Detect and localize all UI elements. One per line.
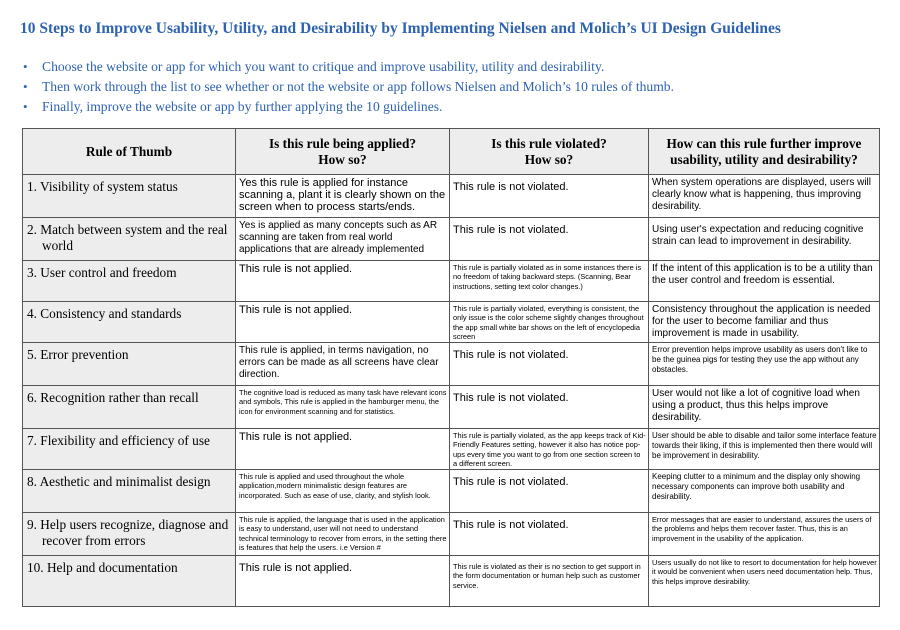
applied-cell: The cognitive load is reduced as many task have relevant icons and symbols, This rule is applied in the hamburger menu, the icon for environment scanning and for statistics. xyxy=(236,386,450,429)
bullet-icon: • xyxy=(23,59,28,74)
rule-text: 7. Flexibility and efficiency of use xyxy=(27,433,210,448)
header-violated xyxy=(450,129,649,175)
rule-text: 1. Visibility of system status xyxy=(27,179,178,194)
violated-cell: This rule is not violated. xyxy=(450,218,649,261)
table-row xyxy=(23,470,880,513)
applied-cell: This rule is not applied. xyxy=(236,261,450,302)
guidelines-table xyxy=(22,128,880,607)
instruction-text: Finally, improve the website or app by further applying the 10 guidelines. xyxy=(42,99,443,114)
rule-cell xyxy=(23,261,236,302)
header-improve-line2: usability, utility and desirability? xyxy=(670,151,858,167)
rule-cell xyxy=(23,218,236,261)
violated-cell: This rule is partially violated, everything is consistent, the only issue is the color scheme slightly changes throughout the app small white bar shows on the left of encyclopedia screen xyxy=(450,302,649,343)
applied-cell: Yes is applied as many concepts such as AR scanning are taken from real world applications that are already implemented xyxy=(236,218,450,261)
rule-text: 2. Match between system and the real world xyxy=(27,222,228,253)
header-improve-line1: How can this rule further improve xyxy=(666,135,862,151)
table-row xyxy=(23,429,880,470)
improve-cell: If the intent of this application is to be a utility than the user control and freedom is essential. xyxy=(649,261,880,302)
rule-text: 8. Aesthetic and minimalist design xyxy=(27,474,211,489)
improve-cell: When system operations are displayed, users will clearly know what is happening, thus improving desirability. xyxy=(649,175,880,218)
applied-cell: This rule is applied and used throughout the whole application,modern minimalistic design features are incorporated. Such as ease of use, clarity, and stylish look. xyxy=(236,470,450,513)
improve-cell: Consistency throughout the application is needed for the user to become familiar and thus improvement is made in usability. xyxy=(649,302,880,343)
applied-cell: This rule is not applied. xyxy=(236,556,450,607)
applied-cell: This rule is not applied. xyxy=(236,429,450,470)
violated-cell: This rule is violated as their is no section to get support in the form documentation or human help such as customer service. xyxy=(450,556,649,607)
violated-cell: This rule is not violated. xyxy=(450,513,649,556)
improve-cell: Keeping clutter to a minimum and the display only showing necessary components can improve both usability and desirability. xyxy=(649,470,880,513)
violated-cell: This rule is not violated. xyxy=(450,470,649,513)
header-improve xyxy=(649,129,880,175)
instruction-item xyxy=(20,59,674,79)
page-title: 10 Steps to Improve Usability, Utility, and Desirability by Implementing Nielsen and Molich’s UI Design Guidelines xyxy=(20,20,781,37)
table-row xyxy=(23,302,880,343)
bullet-icon: • xyxy=(23,79,28,94)
violated-cell: This rule is not violated. xyxy=(450,343,649,386)
rule-text: 4. Consistency and standards xyxy=(27,306,182,321)
rule-text: 9. Help users recognize, diagnose and recover from errors xyxy=(27,517,229,548)
instruction-item xyxy=(20,99,674,119)
applied-cell: This rule is applied, in terms navigation, no errors can be made as all screens have clear direction. xyxy=(236,343,450,386)
applied-cell: This rule is applied, the language that is used in the application is easy to understand, user will not need to understand technical terminology to recover from errors, in the setting there is features that help the users. i.e Version # xyxy=(236,513,450,556)
table-header-row xyxy=(23,129,880,175)
rule-cell xyxy=(23,513,236,556)
improve-cell: Error prevention helps improve usability as users don't like to be the guinea pigs for testing they use the app without any obstacles. xyxy=(649,343,880,386)
applied-cell: This rule is not applied. xyxy=(236,302,450,343)
header-rule-of-thumb xyxy=(23,129,236,175)
violated-cell: This rule is partially violated as in some instances there is no freedom of taking backward steps. (Scanning, Bear instructions, setting text color changes.) xyxy=(450,261,649,302)
violated-cell: This rule is partially violated, as the app keeps track of Kid-Friendly Features setting, however it also has notice pop-ups every time you want to go from one section screen to a different screen. xyxy=(450,429,649,470)
table-row xyxy=(23,175,880,218)
improve-cell: Error messages that are easier to understand, assures the users of the problems and helps them recover faster. Thus, this is an improvement in the usability of the application. xyxy=(649,513,880,556)
header-rule-label: Rule of Thumb xyxy=(85,143,173,159)
rule-text: 5. Error prevention xyxy=(27,347,129,362)
table-row xyxy=(23,513,880,556)
improve-cell: Using user's expectation and reducing cognitive strain can lead to improvement in desirability. xyxy=(649,218,880,261)
rule-cell xyxy=(23,386,236,429)
improve-cell: User should be able to disable and tailor some interface feature towards their liking, if this is implemented then there would will be improvement in desirability. xyxy=(649,429,880,470)
rule-text: 6. Recognition rather than recall xyxy=(27,390,199,405)
improve-cell: Users usually do not like to resort to documentation for help however it would be convenient when users need documentation help. Thus, this helps improve desirability. xyxy=(649,556,880,607)
rule-cell xyxy=(23,302,236,343)
rule-text: 10. Help and documentation xyxy=(27,560,178,575)
instruction-list xyxy=(20,59,674,119)
applied-cell: Yes this rule is applied for instance scanning a, plant it is clearly shown on the screen when to process starts/ends. xyxy=(236,175,450,218)
table-row xyxy=(23,556,880,607)
rule-cell xyxy=(23,556,236,607)
table-row xyxy=(23,343,880,386)
instruction-text: Then work through the list to see whether or not the website or app follows Nielsen and Molich’s 10 rules of thumb. xyxy=(42,79,674,94)
rule-cell xyxy=(23,470,236,513)
header-applied-line1: Is this rule being applied? xyxy=(268,135,417,151)
header-violated-line1: Is this rule violated? xyxy=(491,135,607,151)
violated-cell: This rule is not violated. xyxy=(450,386,649,429)
rule-text: 3. User control and freedom xyxy=(27,265,177,280)
header-violated-line2: How so? xyxy=(524,151,574,167)
table-row xyxy=(23,261,880,302)
improve-cell: User would not like a lot of cognitive load when using a product, thus this helps improve desirability. xyxy=(649,386,880,429)
table-row xyxy=(23,386,880,429)
header-applied-line2: How so? xyxy=(318,151,367,167)
instruction-text: Choose the website or app for which you want to critique and improve usability, utility and desirability. xyxy=(42,59,605,74)
rule-cell xyxy=(23,175,236,218)
table-row xyxy=(23,218,880,261)
instruction-item xyxy=(20,79,674,99)
rule-cell xyxy=(23,429,236,470)
violated-cell: This rule is not violated. xyxy=(450,175,649,218)
header-applied xyxy=(236,129,450,175)
bullet-icon: • xyxy=(23,99,28,114)
rule-cell xyxy=(23,343,236,386)
